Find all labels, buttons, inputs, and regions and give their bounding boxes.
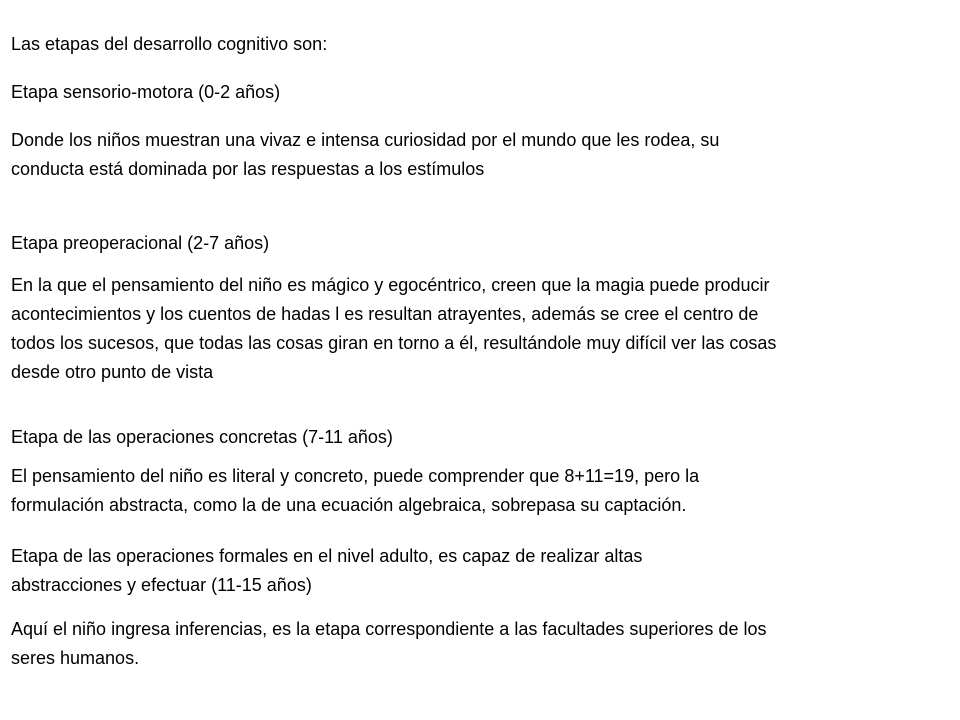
stage-2-text-line: acontecimientos y los cuentos de hadas l es resultan atrayentes, además se cree el centro de <box>11 304 759 324</box>
stage-3-text-line: El pensamiento del niño es literal y concreto, puede comprender que 8+11=19, pero la <box>11 466 700 486</box>
stage-4-title-line: abstracciones y efectuar (11-15 años) <box>11 575 312 595</box>
stage-1-text-line: conducta está dominada por las respuestas a los estímulos <box>11 159 485 179</box>
stage-2-title: Etapa preoperacional (2-7 años) <box>11 233 270 253</box>
stage-2-text-line: En la que el pensamiento del niño es mágico y egocéntrico, creen que la magia puede producir <box>11 275 770 295</box>
stage-4-title-line: Etapa de las operaciones formales en el nivel adulto, es capaz de realizar altas <box>11 546 643 566</box>
stage-1-title: Etapa sensorio-motora (0-2 años) <box>11 82 281 102</box>
stage-3-title: Etapa de las operaciones concretas (7-11 años) <box>11 427 393 447</box>
stage-3-text-line: formulación abstracta, como la de una ecuación algebraica, sobrepasa su captación. <box>11 495 687 515</box>
intro-text: Las etapas del desarrollo cognitivo son: <box>11 34 328 54</box>
stage-4-text-line: seres humanos. <box>11 648 140 668</box>
stage-1-text-line: Donde los niños muestran una vivaz e intensa curiosidad por el mundo que les rodea, su <box>11 130 720 150</box>
stage-4-text-line: Aquí el niño ingresa inferencias, es la etapa correspondiente a las facultades superiores de los <box>11 619 767 639</box>
stage-2-text-line: desde otro punto de vista <box>11 362 214 382</box>
stage-2-text-line: todos los sucesos, que todas las cosas giran en torno a él, resultándole muy difícil ver las cosas <box>11 333 777 353</box>
